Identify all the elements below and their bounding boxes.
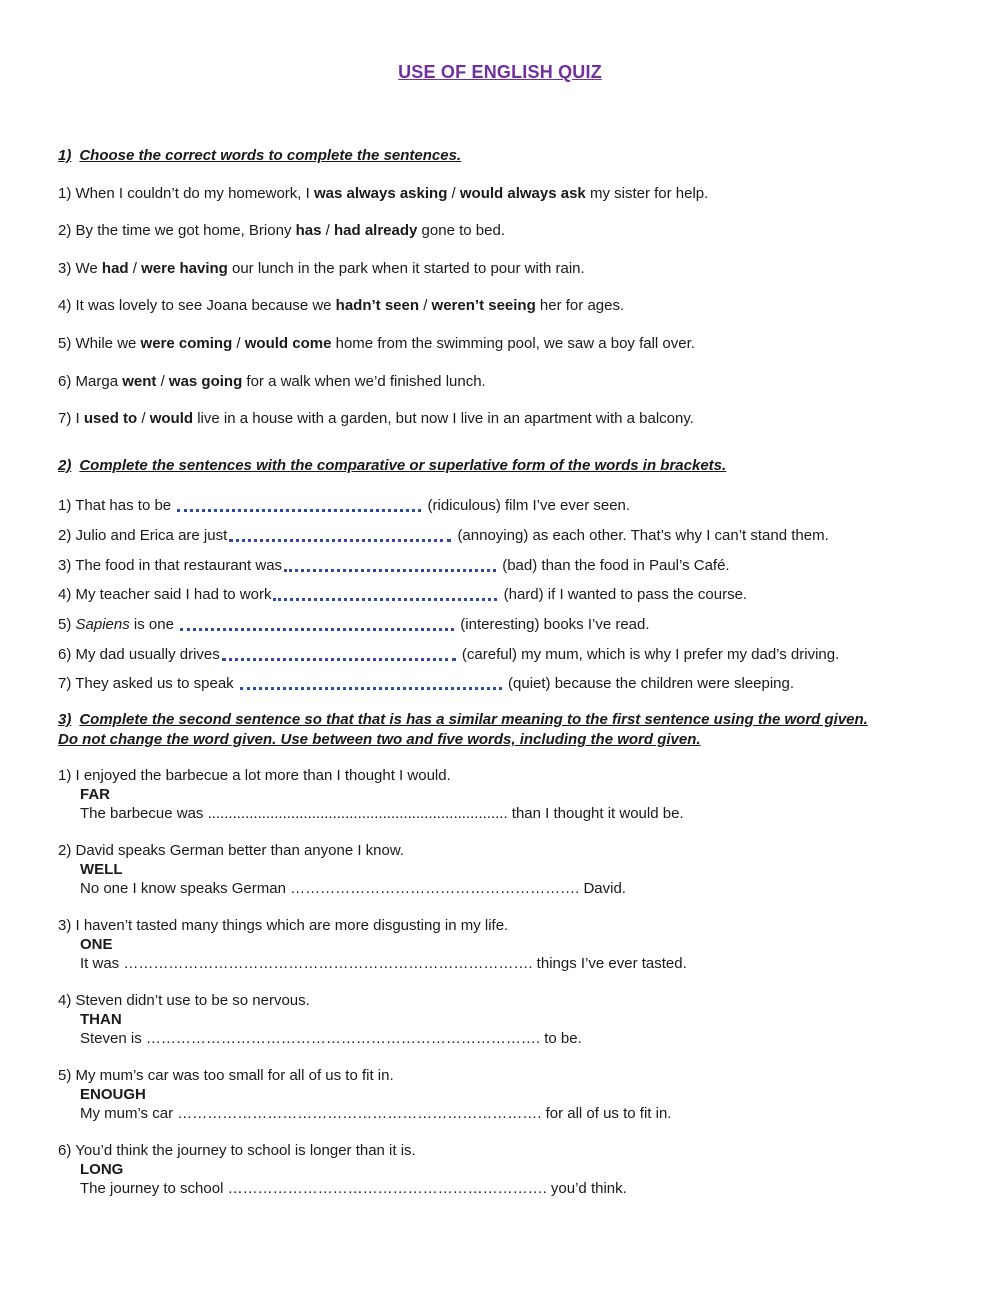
option-b[interactable]: would always ask xyxy=(459,185,586,202)
option-a[interactable]: has xyxy=(295,222,322,239)
quiz-item: 7) They asked us to speak (quiet) because the children were sleeping. xyxy=(58,671,794,694)
quiz-item: 2) By the time we got home, Briony has / had already gone to bed. xyxy=(58,222,505,239)
quiz-item: 4) It was lovely to see Joana because we hadn’t seen / weren’t seeing her for ages. xyxy=(58,297,625,314)
option-b[interactable]: was going xyxy=(168,373,243,390)
option-b[interactable]: would come xyxy=(244,335,332,352)
option-a[interactable]: had xyxy=(101,260,129,277)
option-a[interactable]: went xyxy=(122,373,157,390)
option-a[interactable]: used to xyxy=(83,410,138,427)
option-a[interactable]: were coming xyxy=(140,335,233,352)
page-title: USE OF ENGLISH QUIZ xyxy=(398,62,602,82)
key-word: LONG xyxy=(80,1161,124,1178)
section-1-heading xyxy=(58,146,461,166)
option-b[interactable]: were having xyxy=(141,260,228,277)
quiz-item: 6) My dad usually drives (careful) my mum, which is why I prefer my dad’s driving. xyxy=(58,642,839,665)
section-2-heading xyxy=(58,456,726,476)
quiz-item: 5) While we were coming / would come home from the swimming pool, we saw a boy fall over. xyxy=(58,335,695,352)
quiz-item: 4) My teacher said I had to work (hard) if I wanted to pass the course. xyxy=(58,582,747,605)
original-sentence: 5) My mum’s car was too small for all of us to fit in. xyxy=(58,1067,394,1084)
section-instruction: Complete the second sentence so that that is has a similar meaning to the first sentence using the word given. xyxy=(79,711,868,728)
answer-blank[interactable] xyxy=(180,612,454,631)
transformation-sentence[interactable]: My mum’s car ………………………………………………………………. for all of us to fit in. xyxy=(80,1105,672,1122)
key-word: ENOUGH xyxy=(80,1086,146,1103)
transformation-sentence[interactable]: Steven is ……………………………………………………………………. to be. xyxy=(80,1030,582,1047)
key-word: FAR xyxy=(80,786,110,803)
quiz-item: 2) Julio and Erica are just (annoying) as each other. That’s why I can’t stand them. xyxy=(58,523,829,546)
quiz-item: 1) That has to be (ridiculous) film I’ve ever seen. xyxy=(58,493,630,516)
quiz-item: 3) The food in that restaurant was (bad) than the food in Paul’s Café. xyxy=(58,553,730,576)
option-a[interactable]: hadn’t seen xyxy=(335,297,420,314)
quiz-item: 6) Marga went / was going for a walk when we’d finished lunch. xyxy=(58,373,486,390)
answer-blank[interactable] xyxy=(284,553,496,572)
transformation-sentence[interactable]: The journey to school ………………………………………………………. you’d think. xyxy=(80,1180,627,1197)
original-sentence: 3) I haven’t tasted many things which are more disgusting in my life. xyxy=(58,917,509,934)
section-3-heading-line2: Do not change the word given. Use between two and five words, including the word given. xyxy=(58,731,701,748)
section-number: 1) xyxy=(58,147,72,164)
section-instruction: Choose the correct words to complete the sentences. xyxy=(79,147,462,164)
key-word: WELL xyxy=(80,861,123,878)
original-sentence: 4) Steven didn’t use to be so nervous. xyxy=(58,992,310,1009)
section-3-heading xyxy=(58,710,868,730)
quiz-item: 1) When I couldn’t do my homework, I was always asking / would always ask my sister for help. xyxy=(58,185,709,202)
transformation-sentence[interactable]: No one I know speaks German …………………………………………………. David. xyxy=(80,880,626,897)
original-sentence: 6) You’d think the journey to school is longer than it is. xyxy=(58,1142,416,1159)
quiz-item: 5) Sapiens is one (interesting) books I’ve read. xyxy=(58,612,650,635)
section-number: 3) xyxy=(58,711,72,728)
original-sentence: 2) David speaks German better than anyone I know. xyxy=(58,842,405,859)
answer-blank[interactable] xyxy=(229,523,451,542)
quiz-item: 3) We had / were having our lunch in the park when it started to pour with rain. xyxy=(58,260,585,277)
answer-blank[interactable] xyxy=(222,642,456,661)
transformation-sentence[interactable]: The barbecue was ........................................................................ than I thought it would be. xyxy=(80,805,684,822)
section-instruction: Complete the sentences with the comparative or superlative form of the words in brackets. xyxy=(79,457,727,474)
option-b[interactable]: had already xyxy=(334,222,418,239)
quiz-item: 7) I used to / would live in a house with a garden, but now I live in an apartment with a balcony. xyxy=(58,410,694,427)
transformation-sentence[interactable]: It was ………………………………………………………………………. things I’ve ever tasted. xyxy=(80,955,687,972)
section-number: 2) xyxy=(58,457,72,474)
answer-blank[interactable] xyxy=(177,493,421,512)
original-sentence: 1) I enjoyed the barbecue a lot more than I thought I would. xyxy=(58,767,451,784)
option-a[interactable]: was always asking xyxy=(313,185,448,202)
option-b[interactable]: weren’t seeing xyxy=(431,297,536,314)
key-word: THAN xyxy=(80,1011,122,1028)
key-word: ONE xyxy=(80,936,113,953)
option-b[interactable]: would xyxy=(149,410,194,427)
answer-blank[interactable] xyxy=(273,582,497,601)
answer-blank[interactable] xyxy=(240,671,502,690)
